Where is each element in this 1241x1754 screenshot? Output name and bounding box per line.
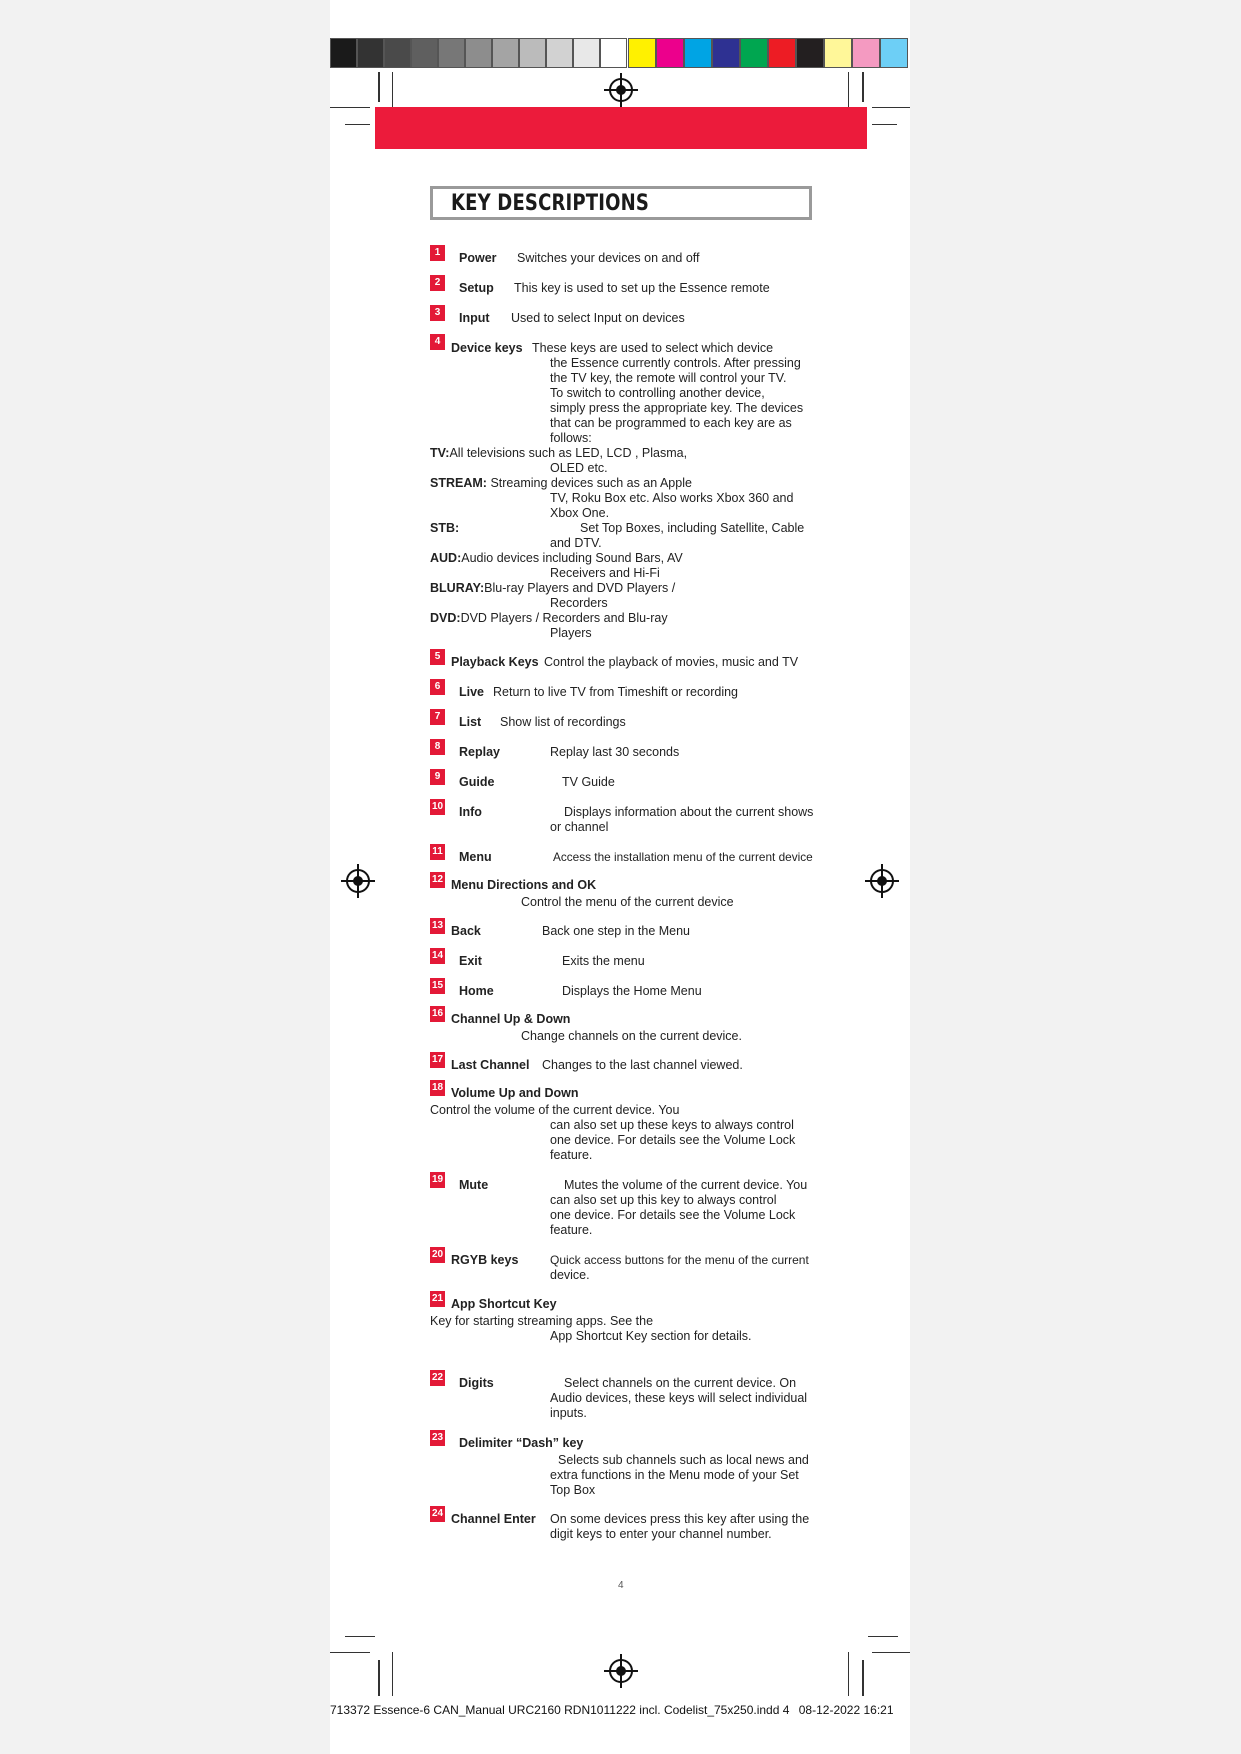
color-swatch: [411, 38, 438, 68]
color-swatch: [684, 38, 712, 68]
key-name: RGYB keys: [451, 1253, 519, 1267]
key-name: Input: [459, 311, 490, 325]
key-description: Key for starting streaming apps. See the: [430, 1314, 654, 1328]
crop-mark: [862, 1660, 864, 1696]
device-tv: TV:All televisions such as LED, LCD , Plasma,: [430, 446, 688, 460]
key-description: On some devices press this key after using the: [550, 1512, 810, 1526]
key-description: Select channels on the current device. On: [564, 1376, 797, 1390]
registration-mark-icon: [870, 869, 894, 893]
crop-mark: [872, 1652, 910, 1653]
red-header-bar: [375, 107, 867, 149]
device-bluray-cont: Recorders: [550, 596, 608, 610]
process-color-bar: [628, 38, 908, 68]
key-description: Mutes the volume of the current device. You: [564, 1178, 808, 1192]
key-number-badge: 15: [430, 978, 445, 994]
key-name: Replay: [459, 745, 500, 759]
key-description: These keys are used to select which device: [532, 341, 774, 355]
key-description: digit keys to enter your channel number.: [550, 1527, 772, 1541]
key-description: Control the menu of the current device: [521, 895, 734, 909]
key-number-badge: 7: [430, 709, 445, 725]
key-number-badge: 21: [430, 1291, 445, 1307]
key-description: Audio devices, these keys will select individual: [550, 1391, 808, 1405]
key-number-badge: 2: [430, 275, 445, 291]
device-aud: AUD:Audio devices including Sound Bars, AV: [430, 551, 683, 565]
key-description: inputs.: [550, 1406, 587, 1420]
device-bluray: BLURAY:Blu-ray Players and DVD Players /: [430, 581, 676, 595]
key-description: Control the volume of the current device. You: [430, 1103, 680, 1117]
key-number-badge: 23: [430, 1430, 445, 1446]
key-description: Access the installation menu of the current device: [553, 850, 813, 864]
color-swatch: [740, 38, 768, 68]
color-swatch: [465, 38, 492, 68]
device-dvd-cont: Players: [550, 626, 592, 640]
key-number-badge: 24: [430, 1506, 445, 1522]
key-description: Used to select Input on devices: [511, 311, 685, 325]
key-name: Setup: [459, 281, 494, 295]
key-description: device.: [550, 1268, 590, 1282]
key-name: Device keys: [451, 341, 523, 355]
color-swatch: [330, 38, 357, 68]
key-number-badge: 20: [430, 1247, 445, 1263]
key-number-badge: 8: [430, 739, 445, 755]
key-number-badge: 14: [430, 948, 445, 964]
key-description: feature.: [550, 1223, 593, 1237]
crop-mark: [378, 72, 380, 102]
color-swatch: [357, 38, 384, 68]
key-number-badge: 22: [430, 1370, 445, 1386]
key-description: extra functions in the Menu mode of your Set: [550, 1468, 799, 1482]
key-description: Control the playback of movies, music and TV: [544, 655, 799, 669]
key-description: Show list of recordings: [500, 715, 626, 729]
device-tv-cont: OLED etc.: [550, 461, 608, 475]
color-swatch: [824, 38, 852, 68]
key-description: Changes to the last channel viewed.: [542, 1058, 743, 1072]
key-name: Last Channel: [451, 1058, 530, 1072]
key-description: This key is used to set up the Essence remote: [514, 281, 770, 295]
key-name: Guide: [459, 775, 495, 789]
key-name: Volume Up and Down: [451, 1086, 579, 1100]
key-description: Displays information about the current shows: [564, 805, 814, 819]
color-swatch: [600, 38, 627, 68]
section-title: KEY DESCRIPTIONS: [451, 190, 650, 216]
key-description: Replay last 30 seconds: [550, 745, 680, 759]
crop-mark: [345, 124, 370, 125]
key-description: Quick access buttons for the menu of the current: [550, 1253, 809, 1267]
registration-mark-icon: [609, 78, 633, 102]
key-description: Switches your devices on and off: [517, 251, 700, 265]
key-description: can also set up this key to always control: [550, 1193, 777, 1207]
key-number-badge: 19: [430, 1172, 445, 1188]
key-description: feature.: [550, 1148, 593, 1162]
key-description: Change channels on the current device.: [521, 1029, 742, 1043]
color-swatch: [492, 38, 519, 68]
key-number-badge: 9: [430, 769, 445, 785]
section-title-box: [430, 186, 812, 220]
key-number-badge: 10: [430, 799, 445, 815]
key-description: can also set up these keys to always control: [550, 1118, 794, 1132]
key-name: Menu Directions and OK: [451, 878, 597, 892]
color-swatch: [573, 38, 600, 68]
device-stream: STREAM: Streaming devices such as an Apple: [430, 476, 692, 490]
key-description: TV Guide: [562, 775, 615, 789]
key-description: one device. For details see the Volume Lock: [550, 1208, 796, 1222]
gray-color-bar: [330, 38, 627, 68]
key-description: Displays the Home Menu: [562, 984, 702, 998]
key-description: Top Box: [550, 1483, 596, 1497]
key-number-badge: 6: [430, 679, 445, 695]
key-number-badge: 4: [430, 334, 445, 350]
crop-mark: [862, 72, 864, 102]
key-number-badge: 18: [430, 1080, 445, 1096]
color-swatch: [796, 38, 824, 68]
color-swatch: [712, 38, 740, 68]
device-aud-cont: Receivers and Hi-Fi: [550, 566, 660, 580]
color-swatch: [768, 38, 796, 68]
device-dvd: DVD:DVD Players / Recorders and Blu-ray: [430, 611, 668, 625]
crop-mark: [378, 1660, 380, 1696]
color-swatch: [656, 38, 684, 68]
device-stream-cont: Xbox One.: [550, 506, 610, 520]
color-swatch: [519, 38, 546, 68]
key-description: one device. For details see the Volume Lock: [550, 1133, 796, 1147]
key-name: App Shortcut Key: [451, 1297, 557, 1311]
crop-mark: [868, 1636, 898, 1637]
key-number-badge: 3: [430, 305, 445, 321]
key-description: Return to live TV from Timeshift or recording: [493, 685, 738, 699]
page-number: 4: [618, 1580, 624, 1591]
crop-mark: [330, 1652, 370, 1653]
key-number-badge: 12: [430, 872, 445, 888]
key-number-badge: 17: [430, 1052, 445, 1068]
key-name: Playback Keys: [451, 655, 539, 669]
key-name: Delimiter “Dash” key: [459, 1436, 584, 1450]
key-name: Info: [459, 805, 482, 819]
key-name: Digits: [459, 1376, 494, 1390]
key-description: follows:: [550, 431, 592, 445]
key-description: simply press the appropriate key. The devices: [550, 401, 804, 415]
key-number-badge: 11: [430, 844, 445, 860]
key-name: Channel Up & Down: [451, 1012, 571, 1026]
registration-mark-icon: [346, 869, 370, 893]
slug-file: 713372 Essence-6 CAN_Manual URC2160 RDN1011222 incl. Codelist_75x250.indd 4: [330, 1703, 790, 1717]
key-description: the TV key, the remote will control your TV.: [550, 371, 787, 385]
crop-mark: [392, 1652, 393, 1696]
device-stb: Set Top Boxes, including Satellite, Cable: [580, 521, 805, 535]
key-name: Menu: [459, 850, 492, 864]
key-number-badge: 13: [430, 918, 445, 934]
key-description: that can be programmed to each key are as: [550, 416, 792, 430]
key-description: Selects sub channels such as local news and: [558, 1453, 809, 1467]
key-number-badge: 1: [430, 245, 445, 261]
key-name: Home: [459, 984, 494, 998]
key-name: Live: [459, 685, 485, 699]
key-description: Back one step in the Menu: [542, 924, 691, 938]
key-name: Mute: [459, 1178, 489, 1192]
registration-mark-icon: [609, 1659, 633, 1683]
key-name: Exit: [459, 954, 482, 968]
key-number-badge: 5: [430, 649, 445, 665]
crop-mark: [330, 107, 370, 108]
key-name: Power: [459, 251, 497, 265]
color-swatch: [546, 38, 573, 68]
key-name: Back: [451, 924, 481, 938]
device-stream-cont: TV, Roku Box etc. Also works Xbox 360 and: [550, 491, 794, 505]
color-swatch: [384, 38, 411, 68]
color-swatch: [628, 38, 656, 68]
key-name: List: [459, 715, 482, 729]
color-swatch: [852, 38, 880, 68]
key-description: To switch to controlling another device,: [550, 386, 765, 400]
crop-mark: [872, 124, 897, 125]
slug-date: 08-12-2022 16:21: [798, 1703, 894, 1717]
key-description: or channel: [550, 820, 609, 834]
key-description: App Shortcut Key section for details.: [550, 1329, 752, 1343]
crop-mark: [345, 1636, 375, 1637]
key-number-badge: 16: [430, 1006, 445, 1022]
print-slug: [330, 1703, 894, 1717]
key-description: the Essence currently controls. After pressing: [550, 356, 801, 370]
crop-mark: [848, 1652, 849, 1696]
crop-mark: [872, 107, 910, 108]
device-stb-cont: and DTV.: [550, 536, 602, 550]
key-description: Exits the menu: [562, 954, 645, 968]
key-name: Channel Enter: [451, 1512, 536, 1526]
color-swatch: [880, 38, 908, 68]
device-stb-label: STB:: [430, 521, 460, 535]
color-swatch: [438, 38, 465, 68]
